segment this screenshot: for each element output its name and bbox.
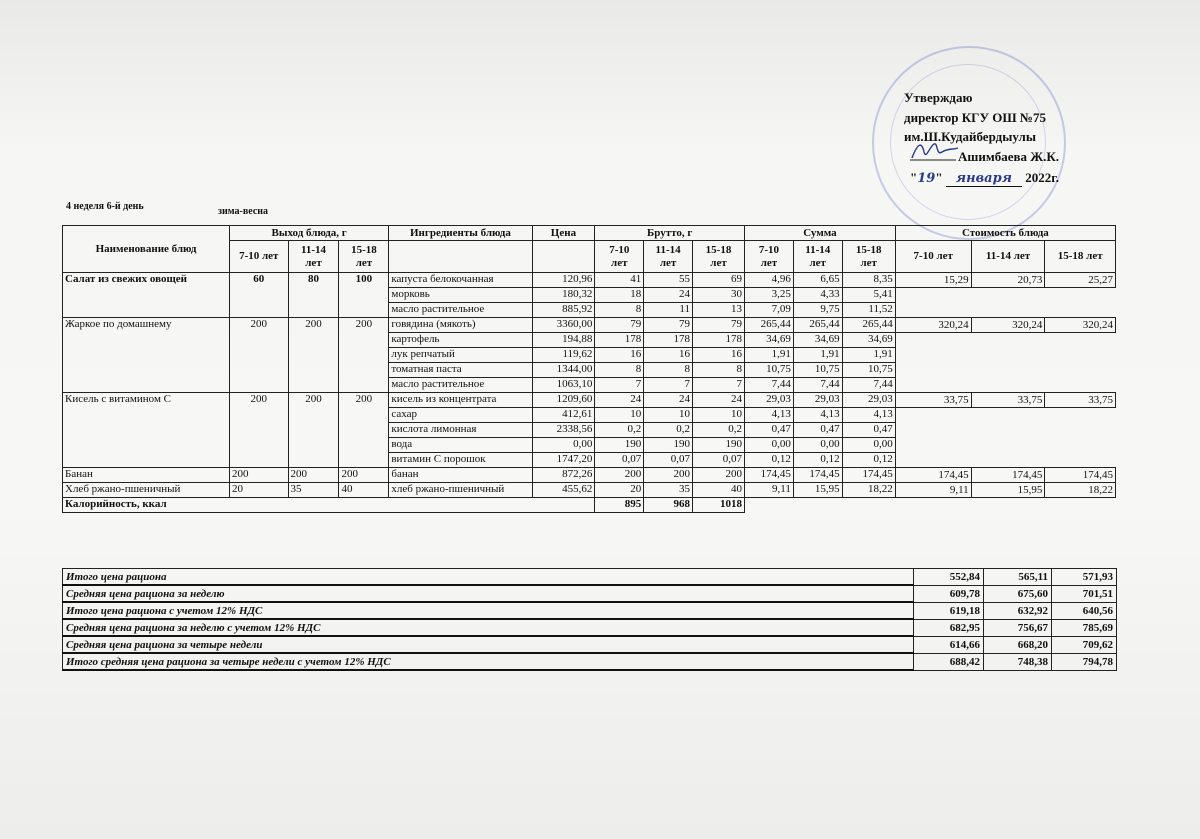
ingredient-brutto: 0,07 <box>692 453 744 468</box>
dish-cost: 33,75 <box>895 393 971 408</box>
ingredient-brutto: 0,07 <box>644 453 693 468</box>
dish-cost-empty <box>895 378 971 393</box>
sum-age-1: 7-10 лет <box>745 241 794 273</box>
totals-value: 609,78 <box>914 585 984 602</box>
ingredient-sum: 174,45 <box>842 468 895 483</box>
totals-label: Итого цена рациона <box>63 569 914 586</box>
ingredient-sum: 265,44 <box>793 318 842 333</box>
ingredient-sum: 0,00 <box>842 438 895 453</box>
col-brutto-header: Брутто, г <box>595 226 745 241</box>
totals-value: 785,69 <box>1052 619 1117 636</box>
totals-value: 701,51 <box>1052 585 1117 602</box>
dish-output: 20 <box>229 483 288 498</box>
ingredient-sum: 1,91 <box>793 348 842 363</box>
ingredient-brutto: 190 <box>595 438 644 453</box>
ingredient-brutto: 190 <box>644 438 693 453</box>
dish-name: Жаркое по домашнему <box>63 318 230 393</box>
approval-date-day: 19 <box>917 171 936 186</box>
dish-cost-empty <box>971 303 1045 318</box>
dish-output: 200 <box>339 468 389 483</box>
ingredient-sum: 8,35 <box>842 273 895 288</box>
sum-age-2: 11-14 лет <box>793 241 842 273</box>
price-subheader-empty <box>532 241 595 273</box>
ingredient-brutto: 24 <box>595 393 644 408</box>
ingredient-sum: 265,44 <box>745 318 794 333</box>
ingredient-name: витамин С порошок <box>389 453 532 468</box>
ingredient-brutto: 10 <box>692 408 744 423</box>
ingredient-name: масло растительное <box>389 378 532 393</box>
dish-cost: 20,73 <box>971 273 1045 288</box>
ingredient-sum: 4,13 <box>745 408 794 423</box>
ingredient-brutto: 190 <box>692 438 744 453</box>
totals-value: 748,38 <box>984 653 1052 670</box>
ingredient-brutto: 11 <box>644 303 693 318</box>
ingredient-brutto: 178 <box>595 333 644 348</box>
calories-value-1: 895 <box>595 498 644 513</box>
ingredient-brutto: 13 <box>692 303 744 318</box>
totals-row <box>63 585 1117 602</box>
ingredient-sum: 265,44 <box>842 318 895 333</box>
handwritten-signature <box>908 138 960 164</box>
ingredient-brutto: 8 <box>644 363 693 378</box>
ingredient-name: капуста белокочанная <box>389 273 532 288</box>
menu-table <box>62 225 1116 513</box>
ingredient-sum: 29,03 <box>793 393 842 408</box>
ingredient-brutto: 69 <box>692 273 744 288</box>
ingredient-sum: 7,09 <box>745 303 794 318</box>
dish-output: 200 <box>339 318 389 393</box>
totals-label: Средняя цена рациона за четыре недели <box>63 636 914 653</box>
ingredient-sum: 4,33 <box>793 288 842 303</box>
ingredient-price: 0,00 <box>532 438 595 453</box>
ingredient-sum: 3,25 <box>745 288 794 303</box>
dish-cost-empty <box>895 288 971 303</box>
calories-row <box>63 498 1116 513</box>
ingredient-sum: 4,13 <box>842 408 895 423</box>
dish-cost: 320,24 <box>1045 318 1116 333</box>
dish-cost-empty <box>1045 333 1116 348</box>
ingredient-name: сахар <box>389 408 532 423</box>
ingredients-subheader-empty <box>389 241 532 273</box>
dish-cost-empty <box>895 438 971 453</box>
dish-cost-empty <box>895 303 971 318</box>
dish-cost-empty <box>1045 288 1116 303</box>
dish-cost-empty <box>895 453 971 468</box>
dish-cost-empty <box>895 408 971 423</box>
ingredient-name: вода <box>389 438 532 453</box>
dish-cost: 320,24 <box>971 318 1045 333</box>
dish-cost-empty <box>1045 303 1116 318</box>
ingredient-brutto: 40 <box>692 483 744 498</box>
dish-cost-empty <box>971 348 1045 363</box>
dish-cost: 9,11 <box>895 483 971 498</box>
brutto-age-2: 11-14 лет <box>644 241 693 273</box>
totals-value: 632,92 <box>984 602 1052 619</box>
ingredient-name: томатная паста <box>389 363 532 378</box>
dish-cost-empty <box>971 423 1045 438</box>
ingredient-name: масло растительное <box>389 303 532 318</box>
ingredient-sum: 9,75 <box>793 303 842 318</box>
ingredient-brutto: 178 <box>644 333 693 348</box>
ingredient-brutto: 200 <box>644 468 693 483</box>
dish-cost: 174,45 <box>895 468 971 483</box>
ingredient-price: 872,26 <box>532 468 595 483</box>
ingredient-sum: 0,12 <box>793 453 842 468</box>
dish-cost: 320,24 <box>895 318 971 333</box>
col-dish-header: Наименование блюд <box>63 226 230 273</box>
cost-age-3: 15-18 лет <box>1045 241 1116 273</box>
totals-value: 682,95 <box>914 619 984 636</box>
ingredient-brutto: 18 <box>595 288 644 303</box>
ingredient-brutto: 30 <box>692 288 744 303</box>
ingredient-brutto: 24 <box>644 288 693 303</box>
ingredient-sum: 0,47 <box>793 423 842 438</box>
ingredient-price: 1344,00 <box>532 363 595 378</box>
ingredient-sum: 10,75 <box>842 363 895 378</box>
ingredient-price: 119,62 <box>532 348 595 363</box>
totals-value: 640,56 <box>1052 602 1117 619</box>
dish-cost-empty <box>1045 348 1116 363</box>
ingredient-price: 1747,20 <box>532 453 595 468</box>
dish-cost-empty <box>1045 363 1116 378</box>
totals-value: 565,11 <box>984 569 1052 586</box>
cost-age-2: 11-14 лет <box>971 241 1045 273</box>
dish-output: 200 <box>288 468 339 483</box>
ingredient-brutto: 0,07 <box>595 453 644 468</box>
totals-label: Средняя цена рациона за неделю <box>63 585 914 602</box>
dish-cost: 33,75 <box>971 393 1045 408</box>
dish-cost-empty <box>971 333 1045 348</box>
totals-value: 668,20 <box>984 636 1052 653</box>
season-label: зима-весна <box>218 206 269 217</box>
dish-name: Банан <box>63 468 230 483</box>
cost-age-1: 7-10 лет <box>895 241 971 273</box>
dish-cost: 33,75 <box>1045 393 1116 408</box>
totals-label: Средняя цена рациона за неделю с учетом 12% НДС <box>63 619 914 636</box>
calories-label: Калорийность, ккал <box>63 498 595 513</box>
ingredient-sum: 7,44 <box>745 378 794 393</box>
calories-value-2: 968 <box>644 498 693 513</box>
dish-name: Хлеб ржано-пшеничный <box>63 483 230 498</box>
ingredient-brutto: 16 <box>595 348 644 363</box>
ingredient-name: кисель из концентрата <box>389 393 532 408</box>
totals-row <box>63 636 1117 653</box>
dish-name: Кисель с витамином С <box>63 393 230 468</box>
dish-output: 200 <box>288 393 339 468</box>
ingredient-brutto: 10 <box>595 408 644 423</box>
ingredient-name: банан <box>389 468 532 483</box>
ingredient-brutto: 79 <box>644 318 693 333</box>
totals-value: 756,67 <box>984 619 1052 636</box>
brutto-age-1: 7-10 лет <box>595 241 644 273</box>
ingredient-brutto: 7 <box>644 378 693 393</box>
ingredient-brutto: 7 <box>595 378 644 393</box>
ingredient-name: кислота лимонная <box>389 423 532 438</box>
ingredient-sum: 1,91 <box>745 348 794 363</box>
ingredient-sum: 0,12 <box>745 453 794 468</box>
dish-cost-empty <box>971 288 1045 303</box>
ingredient-sum: 0,12 <box>842 453 895 468</box>
ingredient-price: 2338,56 <box>532 423 595 438</box>
ingredient-price: 194,88 <box>532 333 595 348</box>
dish-output: 200 <box>229 468 288 483</box>
dish-name: Салат из свежих овощей <box>63 273 230 318</box>
ingredient-brutto: 8 <box>595 303 644 318</box>
ingredient-sum: 10,75 <box>793 363 842 378</box>
ingredient-name: морковь <box>389 288 532 303</box>
dish-cost-empty <box>895 333 971 348</box>
col-cost-header: Стоимость блюда <box>895 226 1115 241</box>
dish-output: 200 <box>339 393 389 468</box>
approval-date-month: января <box>946 171 1022 187</box>
ingredient-brutto: 7 <box>692 378 744 393</box>
ingredient-brutto: 0,2 <box>692 423 744 438</box>
ingredient-brutto: 8 <box>595 363 644 378</box>
output-age-2: 11-14 лет <box>288 241 339 273</box>
totals-value: 675,60 <box>984 585 1052 602</box>
ingredient-name: лук репчатый <box>389 348 532 363</box>
calories-value-3: 1018 <box>692 498 744 513</box>
dish-output: 100 <box>339 273 389 318</box>
ingredient-price: 455,62 <box>532 483 595 498</box>
approval-date: "19" января 2022г. <box>910 170 1059 186</box>
ingredient-brutto: 0,2 <box>595 423 644 438</box>
ingredient-sum: 34,69 <box>842 333 895 348</box>
output-age-1: 7-10 лет <box>229 241 288 273</box>
ingredient-sum: 34,69 <box>793 333 842 348</box>
ingredient-sum: 9,11 <box>745 483 794 498</box>
approval-line-name: Ашимбаева Ж.К. <box>958 148 1060 164</box>
ingredient-price: 412,61 <box>532 408 595 423</box>
ingredient-brutto: 8 <box>692 363 744 378</box>
ingredient-brutto: 16 <box>644 348 693 363</box>
ingredient-brutto: 178 <box>692 333 744 348</box>
totals-value: 688,42 <box>914 653 984 670</box>
ingredient-sum: 29,03 <box>842 393 895 408</box>
ingredient-brutto: 200 <box>595 468 644 483</box>
dish-cost-empty <box>1045 453 1116 468</box>
ingredient-name: картофель <box>389 333 532 348</box>
ingredient-brutto: 10 <box>644 408 693 423</box>
dish-cost-empty <box>895 363 971 378</box>
sum-age-3: 15-18 лет <box>842 241 895 273</box>
dish-output: 35 <box>288 483 339 498</box>
totals-row <box>63 653 1117 670</box>
table-row <box>63 393 1116 408</box>
totals-row <box>63 602 1117 619</box>
ingredient-brutto: 24 <box>644 393 693 408</box>
ingredient-brutto: 20 <box>595 483 644 498</box>
brutto-age-3: 15-18 лет <box>692 241 744 273</box>
ingredient-brutto: 79 <box>692 318 744 333</box>
dish-cost-empty <box>971 408 1045 423</box>
dish-cost: 25,27 <box>1045 273 1116 288</box>
ingredient-sum: 174,45 <box>793 468 842 483</box>
ingredient-price: 1063,10 <box>532 378 595 393</box>
dish-cost-empty <box>1045 438 1116 453</box>
dish-output: 60 <box>229 273 288 318</box>
ingredient-sum: 5,41 <box>842 288 895 303</box>
ingredient-brutto: 0,2 <box>644 423 693 438</box>
approval-line-director: директор КГУ ОШ №75 <box>904 109 1046 125</box>
ingredient-brutto: 41 <box>595 273 644 288</box>
ingredient-sum: 15,95 <box>793 483 842 498</box>
ingredient-sum: 7,44 <box>842 378 895 393</box>
dish-cost-empty <box>971 378 1045 393</box>
ingredient-sum: 0,00 <box>745 438 794 453</box>
totals-table <box>62 568 1117 671</box>
header-row-1 <box>63 226 1116 241</box>
ingredient-brutto: 200 <box>692 468 744 483</box>
dish-cost: 174,45 <box>1045 468 1116 483</box>
ingredient-brutto: 16 <box>692 348 744 363</box>
totals-label: Итого цена рациона с учетом 12% НДС <box>63 602 914 619</box>
dish-cost-empty <box>1045 408 1116 423</box>
ingredient-sum: 11,52 <box>842 303 895 318</box>
ingredient-price: 3360,00 <box>532 318 595 333</box>
dish-output: 200 <box>288 318 339 393</box>
dish-output: 200 <box>229 393 288 468</box>
ingredient-price: 885,92 <box>532 303 595 318</box>
totals-label: Итого средняя цена рациона за четыре недели с учетом 12% НДС <box>63 653 914 670</box>
totals-value: 571,93 <box>1052 569 1117 586</box>
totals-value: 552,84 <box>914 569 984 586</box>
ingredient-name: хлеб ржано-пшеничный <box>389 483 532 498</box>
totals-value: 619,18 <box>914 602 984 619</box>
dish-output: 80 <box>288 273 339 318</box>
approval-line-approve: Утверждаю <box>904 90 973 105</box>
ingredient-sum: 34,69 <box>745 333 794 348</box>
ingredient-sum: 29,03 <box>745 393 794 408</box>
dish-cost-empty <box>1045 378 1116 393</box>
ingredient-sum: 7,44 <box>793 378 842 393</box>
ingredient-sum: 6,65 <box>793 273 842 288</box>
ingredient-sum: 18,22 <box>842 483 895 498</box>
dish-cost: 18,22 <box>1045 483 1116 498</box>
dish-cost: 174,45 <box>971 468 1045 483</box>
ingredient-name: говядина (мякоть) <box>389 318 532 333</box>
col-price-header: Цена <box>532 226 595 241</box>
ingredient-brutto: 24 <box>692 393 744 408</box>
dish-cost-empty <box>1045 423 1116 438</box>
col-ingredients-header: Ингредиенты блюда <box>389 226 532 241</box>
dish-cost-empty <box>971 438 1045 453</box>
col-sum-header: Сумма <box>745 226 896 241</box>
ingredient-sum: 1,91 <box>842 348 895 363</box>
dish-output: 40 <box>339 483 389 498</box>
table-row <box>63 468 1116 483</box>
ingredient-brutto: 55 <box>644 273 693 288</box>
ingredient-price: 120,96 <box>532 273 595 288</box>
week-day-label: 4 неделя 6-й день <box>66 201 144 212</box>
ingredient-brutto: 35 <box>644 483 693 498</box>
dish-cost-empty <box>971 363 1045 378</box>
ingredient-sum: 0,47 <box>842 423 895 438</box>
ingredient-sum: 4,96 <box>745 273 794 288</box>
calories-empty <box>745 498 1116 513</box>
dish-cost-empty <box>895 423 971 438</box>
totals-value: 614,66 <box>914 636 984 653</box>
totals-row <box>63 569 1117 586</box>
ingredient-brutto: 79 <box>595 318 644 333</box>
table-row <box>63 318 1116 333</box>
ingredient-sum: 10,75 <box>745 363 794 378</box>
table-row <box>63 483 1116 498</box>
totals-value: 709,62 <box>1052 636 1117 653</box>
ingredient-sum: 0,00 <box>793 438 842 453</box>
table-row <box>63 273 1116 288</box>
ingredient-price: 180,32 <box>532 288 595 303</box>
output-age-3: 15-18 лет <box>339 241 389 273</box>
approval-line-school: им.Ш.Кудайбердыулы <box>904 129 1036 144</box>
totals-value: 794,78 <box>1052 653 1117 670</box>
dish-cost-empty <box>895 348 971 363</box>
col-output-header: Выход блюда, г <box>229 226 388 241</box>
ingredient-sum: 0,47 <box>745 423 794 438</box>
ingredient-sum: 174,45 <box>745 468 794 483</box>
dish-cost: 15,95 <box>971 483 1045 498</box>
dish-cost-empty <box>971 453 1045 468</box>
ingredient-sum: 4,13 <box>793 408 842 423</box>
totals-row <box>63 619 1117 636</box>
dish-cost: 15,29 <box>895 273 971 288</box>
ingredient-price: 1209,60 <box>532 393 595 408</box>
dish-output: 200 <box>229 318 288 393</box>
